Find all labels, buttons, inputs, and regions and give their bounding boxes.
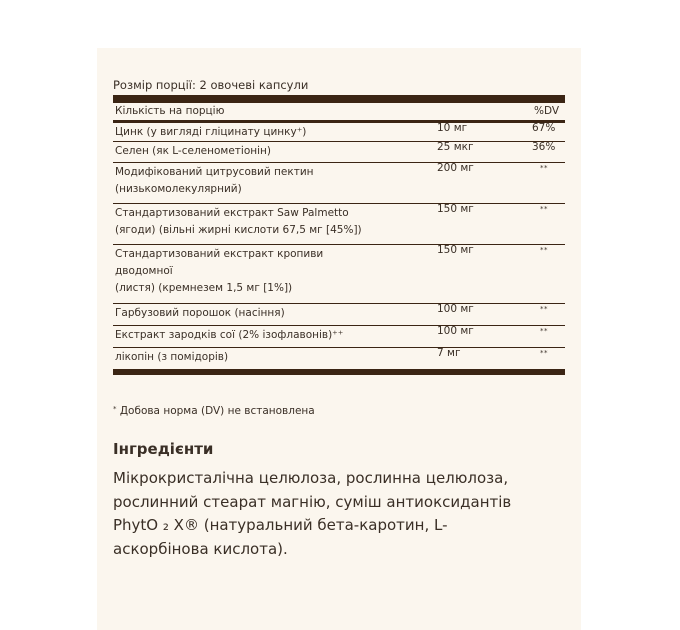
nutrient-name: [115, 205, 425, 239]
table-row: [113, 123, 565, 141]
table-row: [113, 304, 565, 325]
footnote-text: Добова норма (DV) не встановлена: [119, 405, 315, 417]
supplement-facts-table: [113, 76, 565, 375]
thick-divider: [113, 95, 565, 103]
footnote-mark: *: [113, 405, 117, 413]
nutrient-amount: 150 мг: [437, 244, 474, 256]
dv-header: %DV: [534, 105, 560, 117]
nutrient-name: [115, 305, 425, 322]
ingredients-line: аскорбінова кислота).: [113, 539, 288, 558]
footnote: [113, 404, 315, 418]
ingredients-line: рослинний стеарат магнію, суміш антиоксидантів: [113, 492, 512, 511]
nutrient-name: [115, 124, 425, 141]
amount-per-serving-header: Кількість на порцію: [115, 105, 225, 117]
ingredients-title: Інгредієнти: [113, 440, 214, 458]
nutrient-dv: **: [540, 327, 548, 335]
nutrient-amount: 200 мг: [437, 162, 474, 174]
table-row: [113, 163, 565, 203]
nutrient-name-line: (листя) (кремнезем 1,5 мг [1%]): [115, 282, 293, 294]
nutrient-dv: **: [540, 205, 548, 213]
nutrient-dv: **: [540, 305, 548, 313]
nutrient-amount: 7 мг: [437, 347, 461, 359]
table-row: [113, 142, 565, 162]
nutrient-name-line: (ягоди) (вільні жирні кислоти 67,5 мг [45%]): [115, 224, 362, 236]
nutrient-name: [115, 164, 425, 198]
nutrient-dv: 67%: [532, 122, 556, 134]
bottom-thick-divider: [113, 369, 565, 375]
table-header: [113, 103, 565, 120]
table-row: [113, 204, 565, 244]
nutrient-amount: 100 мг: [437, 325, 474, 337]
nutrient-name-line: Стандартизований екстракт кропиви: [115, 248, 324, 260]
nutrient-dv: **: [540, 246, 548, 254]
ingredients-line: Мікрокристалічна целюлоза, рослинна целюлоза,: [113, 469, 509, 487]
nutrient-name-line: Модифікований цитрусовий пектин: [115, 166, 314, 178]
nutrient-name: [115, 327, 425, 344]
nutrient-name-line: Гарбузовий порошок (насіння): [115, 307, 285, 319]
nutrient-name: [115, 143, 425, 160]
nutrient-dv: **: [540, 164, 548, 172]
table-row: [113, 245, 565, 303]
nutrient-name-line: Екстракт зародків сої (2% ізофлавонів)⁺⁺: [115, 329, 344, 341]
nutrient-amount: 150 мг: [437, 203, 474, 215]
nutrient-amount: 10 мг: [437, 122, 468, 134]
nutrient-name-line: Селен (як L-селенометіонін): [115, 145, 271, 157]
nutrient-amount: 100 мг: [437, 303, 474, 315]
nutrient-name: [115, 246, 425, 297]
nutrient-name: [115, 349, 425, 366]
nutrient-name-line: лікопін (з помідорів): [115, 351, 229, 363]
ingredients-text: [113, 467, 553, 561]
nutrient-name-line: дводомної: [115, 265, 173, 277]
nutrient-dv: 36%: [532, 141, 556, 153]
nutrient-dv: **: [540, 349, 548, 357]
nutrient-name-line: Стандартизований екстракт Saw Palmetto: [115, 207, 349, 219]
serving-size: Розмір порції: 2 овочеві капсули: [113, 78, 309, 92]
ingredients-line: PhytO ₂ X® (натуральний бета-каротин, L-: [113, 516, 448, 534]
nutrient-name-line: Цинк (у вигляді гліцинату цинку⁺): [115, 126, 307, 138]
nutrient-rows: [113, 123, 565, 369]
table-row: [113, 326, 565, 347]
nutrient-amount: 25 мкг: [437, 141, 474, 153]
nutrient-name-line: (низькомолекулярний): [115, 183, 242, 195]
table-row: [113, 348, 565, 369]
